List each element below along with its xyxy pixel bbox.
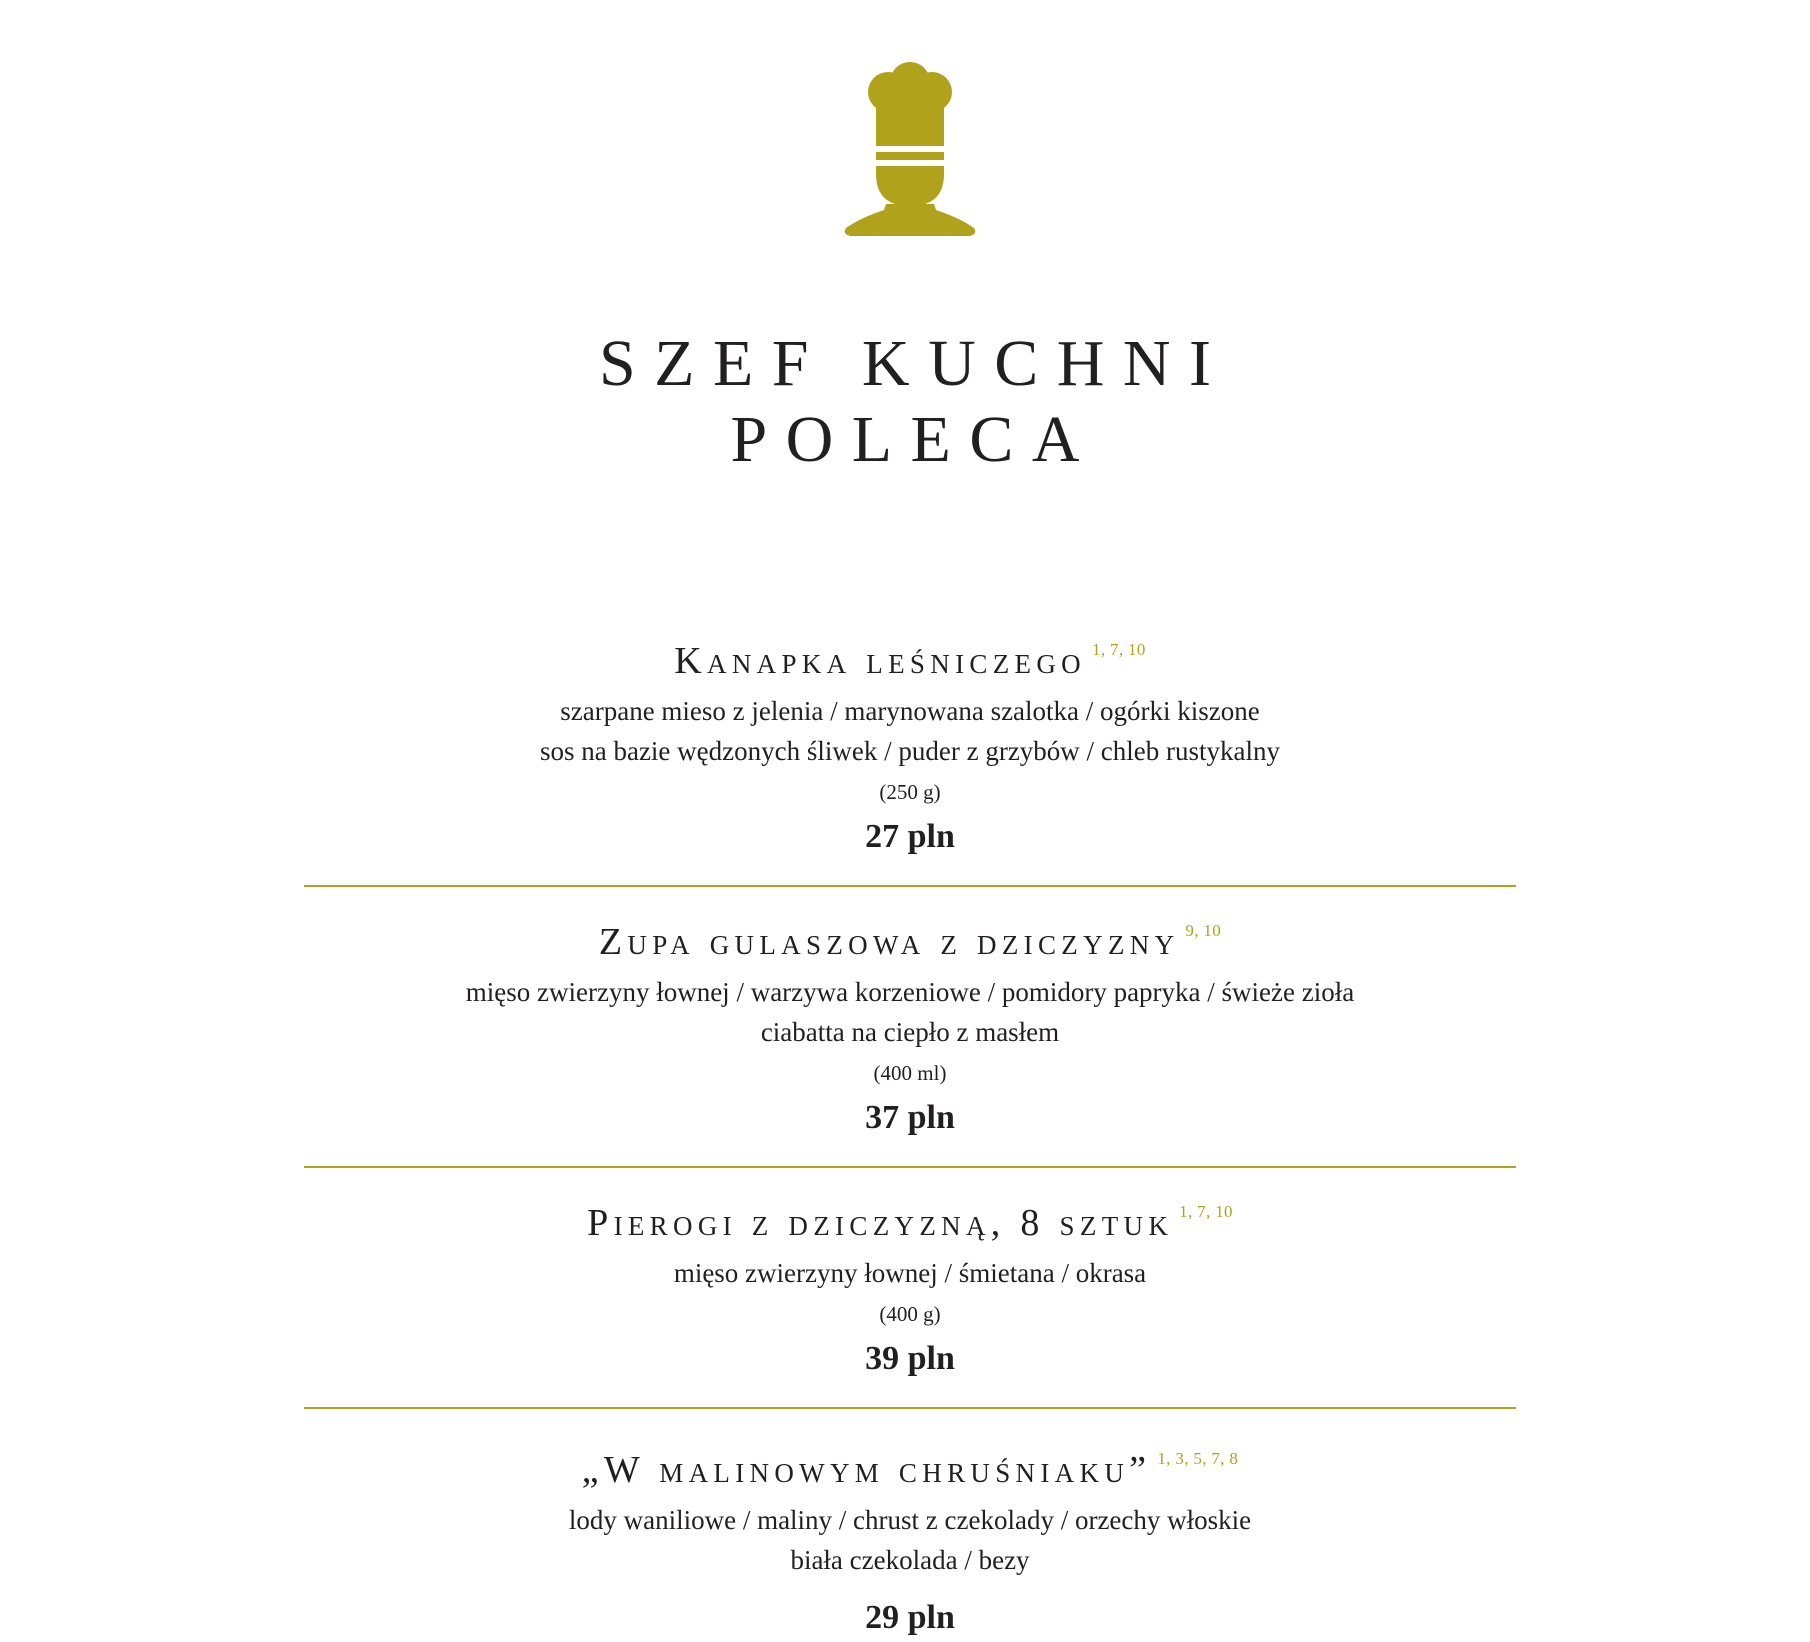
item-name: Zupa gulaszowa z dziczyzny — [598, 921, 1180, 963]
item-description: biała czekolada / bezy — [790, 1545, 1030, 1575]
item-title — [304, 620, 1516, 691]
item-name: Pierogi z dziczyzną, 8 sztuk — [587, 1202, 1174, 1244]
page-title-line1: SZEF KUCHNI — [598, 327, 1230, 400]
item-portion: (250 g) — [879, 780, 941, 804]
item-description: mięso zwierzyny łownej / śmietana / okrasa — [673, 1258, 1147, 1288]
menu-item — [304, 1409, 1516, 1642]
allergen-codes: 1, 7, 10 — [1091, 640, 1146, 659]
item-title — [304, 1182, 1516, 1253]
chef-hat-icon — [840, 58, 980, 238]
menu-item — [304, 620, 1516, 885]
menu-item — [304, 1168, 1516, 1407]
item-portion: (400 g) — [879, 1302, 941, 1326]
item-name: Kanapka leśniczego — [674, 640, 1086, 682]
item-description: sos na bazie wędzonych śliwek / puder z grzybów / chleb rustykalny — [539, 736, 1281, 766]
menu-item — [304, 887, 1516, 1166]
allergen-codes: 1, 7, 10 — [1179, 1202, 1233, 1221]
item-price: 27 pln — [865, 818, 955, 855]
item-title — [304, 1429, 1516, 1500]
item-description: mięso zwierzyny łownej / warzywa korzeniowe / pomidory papryka / świeże zioła — [465, 977, 1355, 1007]
item-name: „W malinowym chruśniaku” — [581, 1449, 1152, 1491]
item-description: lody waniliowe / maliny / chrust z czekolady / orzechy włoskie — [568, 1505, 1252, 1535]
menu-list — [304, 620, 1516, 1642]
item-portion: (400 ml) — [873, 1061, 947, 1085]
item-description: szarpane mieso z jelenia / marynowana szalotka / ogórki kiszone — [560, 696, 1260, 726]
item-price: 39 pln — [865, 1340, 955, 1377]
item-price: 29 pln — [865, 1599, 955, 1636]
allergen-codes: 1, 3, 5, 7, 8 — [1157, 1449, 1239, 1468]
item-description: ciabatta na ciepło z masłem — [760, 1017, 1060, 1047]
item-title — [304, 901, 1516, 972]
item-price: 37 pln — [865, 1099, 955, 1136]
allergen-codes: 9, 10 — [1185, 921, 1222, 940]
page-title-line2: POLECA — [730, 403, 1099, 476]
page-title — [0, 326, 1810, 478]
